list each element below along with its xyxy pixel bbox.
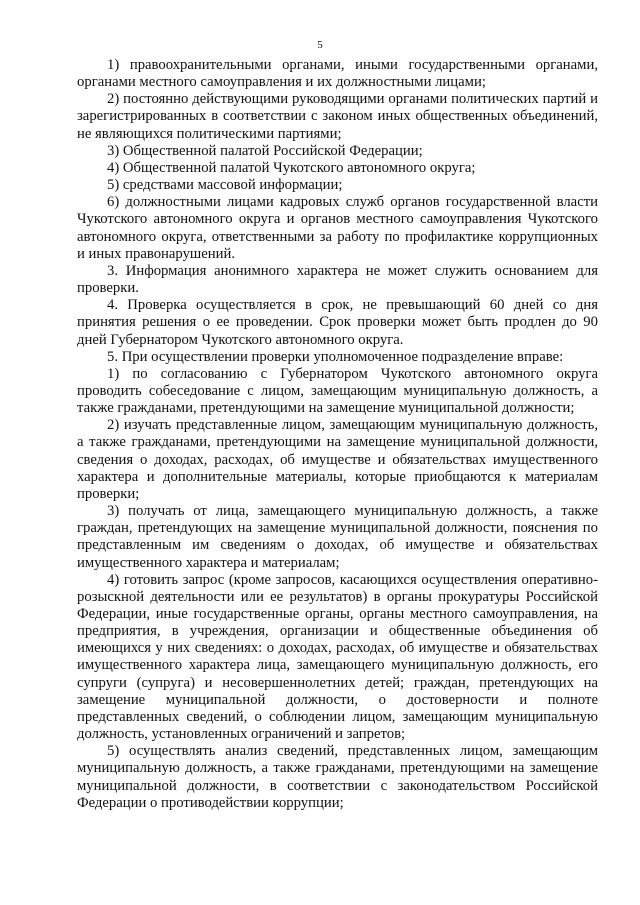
page-number: 5 bbox=[317, 39, 323, 51]
paragraph-11: 2) изучать представленные лицом, замещающим муниципальную должность, а также гражданами, претендующими на замещение муниципальной должности, сведения о доходах, расходах, об имуществе и обязательствах имущественного характера и дополнительные материалы, которые приобщаются к материалам проверки; bbox=[77, 417, 598, 502]
paragraph-9: 5. При осуществлении проверки уполномоченное подразделение вправе: bbox=[107, 348, 564, 365]
paragraph-13: 4) готовить запрос (кроме запросов, касающихся осуществления оперативно-розыскной деятельности или ее результатов) в органы прокуратуры Российской Федерации, иные государственные органы, органы местного самоуправления, на предприятия, в учреждения, организации и общественные объединения об имеющихся у них сведениях: о доходах, расходах, об имуществе и обязательствах имущественного характера лица, замещающего муниципальную должность, его супруги (супруга) и несовершеннолетних детей; граждан, претендующих на замещение муниципальной должности, о достоверности и полноте представленных сведений, о соблюдении лицом, замещающим муниципальную должность, установленных ограничений и запретов; bbox=[77, 571, 598, 743]
paragraph-2: 2) постоянно действующими руководящими органами политических партий и зарегистрированных в соответствии с законом иных общественных объединений, не являющихся политическими партиями; bbox=[77, 91, 598, 142]
paragraph-4: 4) Общественной палатой Чукотского автономного округа; bbox=[107, 159, 476, 176]
paragraph-12: 3) получать от лица, замещающего муниципальную должность, а также граждан, претендующих на замещение муниципальной должности, пояснения по представленным им сведениям о доходах, об имуществе и обязательствах имущественного характера и материалам; bbox=[77, 503, 598, 571]
paragraph-5: 5) средствами массовой информации; bbox=[107, 177, 343, 194]
paragraph-10: 1) по согласованию с Губернатором Чукотского автономного округа проводить собеседование с лицом, замещающим муниципальную должность, а также гражданами, претендующими на замещение муниципальной должности; bbox=[77, 365, 598, 417]
paragraph-1: 1) правоохранительными органами, иными государственными органами, органами местного самоуправления и их должностными лицами; bbox=[77, 57, 598, 91]
paragraph-3: 3) Общественной палатой Российской Федерации; bbox=[107, 142, 423, 159]
paragraph-8: 4. Проверка осуществляется в срок, не превышающий 60 дней со дня принятия решения о ее проведении. Срок проверки может быть продлен до 90 дней Губернатором Чукотского автономного округа. bbox=[77, 297, 598, 348]
paragraph-6: 6) должностными лицами кадровых служб органов государственной власти Чукотского автономного округа и органов местного самоуправления Чукотского автономного округа, ответственными за работу по профилактике коррупционных и иных правонарушений. bbox=[77, 194, 598, 262]
paragraph-7: 3. Информация анонимного характера не может служить основанием для проверки. bbox=[77, 262, 598, 297]
document-body bbox=[77, 57, 598, 812]
paragraph-14: 5) осуществлять анализ сведений, представленных лицом, замещающим муниципальную должность, а также гражданами, претендующими на замещение муниципальной должности, в соответствии с законодательством Российской Федерации о противодействии коррупции; bbox=[77, 743, 598, 811]
